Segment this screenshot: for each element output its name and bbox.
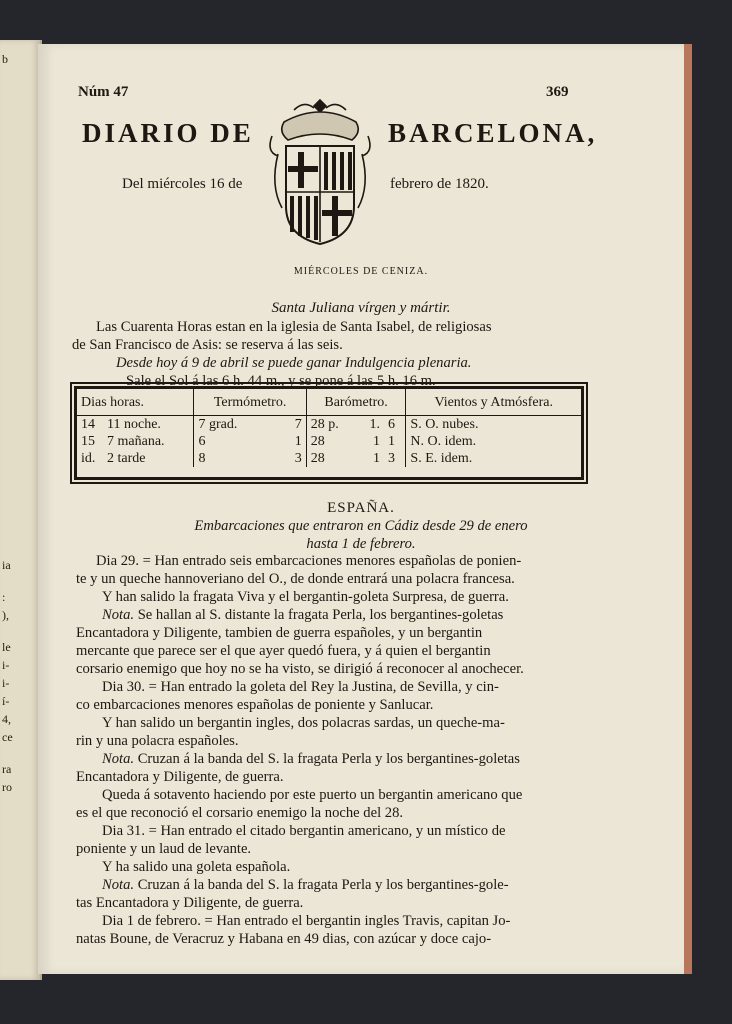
weather-table-header	[77, 389, 581, 416]
news-line: mercante que parece ser el que ayer quedó fuera, y á quien el bergantin	[76, 643, 491, 659]
header-days-hours: Dias horas.	[77, 389, 194, 416]
cell-thermo: 7 grad.	[194, 416, 279, 434]
cell-baro-frac: 1	[387, 434, 395, 449]
cell-hour: 7 mañana.	[107, 434, 165, 449]
news-line: corsario enemigo que hoy no se ha visto, se dirigió á reconocer al anochecer.	[76, 661, 524, 677]
cell-baro-lines: 1	[372, 451, 380, 466]
news-line: poniente y un laud de levante.	[76, 841, 252, 857]
facing-page-fragment: ro	[2, 780, 12, 794]
cell-thermo-frac: 1	[294, 434, 302, 449]
cell-wind: N. O. idem.	[406, 433, 581, 450]
cell-baro: 28 p.	[306, 416, 358, 434]
date-left: Del miércoles 16 de	[122, 176, 243, 192]
facing-page-fragment: í-	[2, 694, 10, 708]
facing-page-fragment: b	[2, 52, 8, 66]
table-row	[77, 416, 581, 434]
news-line: tas Encantadora y Diligente, de guerra.	[76, 895, 304, 911]
news-line: Y han salido un bergantin ingles, dos polacras sardas, un queche-ma-	[102, 715, 505, 731]
facing-page-fragment: le	[2, 640, 11, 654]
newspaper-page	[38, 44, 684, 974]
table-row	[77, 433, 581, 450]
table-row	[77, 450, 581, 467]
cell-wind: S. E. idem.	[406, 450, 581, 467]
cell-hour: 2 tarde	[107, 451, 146, 466]
news-line: rin y una polacra españoles.	[76, 733, 239, 749]
cell-baro-frac: 3	[387, 451, 395, 466]
date-right: febrero de 1820.	[390, 176, 489, 192]
news-heading: Embarcaciones que entraron en Cádiz desde 29 de enero	[194, 518, 528, 534]
weather-table	[74, 386, 584, 480]
news-line: te y un queche hannoveriano del O., de donde entrará una polacra francesa.	[76, 571, 515, 587]
cell-day: 14	[81, 417, 95, 432]
cell-day: id.	[81, 451, 96, 466]
cuarenta-horas-line: Las Cuarenta Horas estan en la iglesia de Santa Isabel, de religiosas	[96, 319, 492, 335]
news-line: Y ha salido una goleta española.	[102, 859, 291, 875]
cuarenta-horas-line-2: de San Francisco de Asis: se reserva á las seis.	[72, 337, 343, 353]
cell-thermo-frac: 7	[294, 417, 302, 432]
nota-label: Nota.	[102, 751, 135, 767]
facing-page-edge	[0, 40, 42, 980]
indulgence-line: Desde hoy á 9 de abril se puede ganar Indulgencia plenaria.	[116, 355, 472, 371]
masthead-title-right: BARCELONA,	[388, 118, 598, 148]
news-line: Dia 30. = Han entrado la goleta del Rey la Justina, de Sevilla, y cin-	[102, 679, 499, 695]
news-line: Dia 29. = Han entrado seis embarcaciones menores españolas de ponien-	[96, 553, 522, 569]
issue-number: Núm 47	[78, 84, 129, 100]
facing-page-fragment: i-	[2, 658, 10, 672]
page-number: 369	[546, 84, 569, 100]
news-line-nota	[102, 876, 509, 894]
news-heading-2: hasta 1 de febrero.	[306, 536, 416, 552]
facing-page-fragment: ia	[2, 558, 11, 572]
header-barometer: Barómetro.	[306, 389, 406, 416]
cell-baro-lines: 1.	[369, 417, 380, 432]
news-line: Cruzan á la banda del S. la fragata Perla y los bergantines-goletas	[137, 751, 520, 767]
news-line: Encantadora y Diligente, tambien de guerra españoles, y un bergantin	[76, 625, 483, 641]
liturgical-day: MIÉRCOLES DE CENIZA.	[293, 266, 429, 277]
masthead-title-left: DIARIO DE	[82, 118, 254, 148]
news-line: es el que reconoció el corsario enemigo la noche del 28.	[76, 805, 404, 821]
sunrise-sunset-line: Sale el Sol á las 6 h. 44 m., y se pone á las 5 h. 16 m.	[126, 373, 436, 389]
news-line: Cruzan á la banda del S. la fragata Perla y los bergantines-gole-	[137, 877, 509, 893]
saint-of-day: Santa Juliana vírgen y mártir.	[271, 300, 451, 316]
cell-baro: 28	[306, 450, 358, 467]
facing-page-fragment: ra	[2, 762, 12, 776]
facing-page-fragment: ),	[2, 608, 9, 622]
cell-baro: 28	[306, 433, 358, 450]
section-heading-espana: ESPAÑA.	[327, 500, 395, 516]
news-line-nota	[102, 606, 503, 624]
nota-label: Nota.	[102, 877, 135, 893]
cell-baro-lines: 1	[372, 434, 380, 449]
facing-page-fragment: i-	[2, 676, 10, 690]
header-thermometer: Termómetro.	[194, 389, 306, 416]
header-winds: Vientos y Atmósfera.	[406, 389, 581, 416]
facing-page-fragment: :	[2, 590, 6, 604]
facing-page-fragment: 4,	[2, 712, 11, 726]
news-line: Y han salido la fragata Viva y el bergantin-goleta Surpresa, de guerra.	[102, 589, 509, 605]
nota-label: Nota.	[102, 607, 135, 623]
cell-thermo: 8	[194, 450, 279, 467]
cell-thermo-frac: 3	[294, 451, 302, 466]
coat-of-arms-crest-icon	[264, 96, 376, 250]
cell-baro-frac: 6	[387, 417, 395, 432]
news-line: Queda á sotavento haciendo por este puerto un bergantin americano que	[102, 787, 523, 803]
news-line: Se hallan al S. distante la fragata Perla, los bergantines-goletas	[137, 607, 504, 623]
cell-thermo: 6	[194, 433, 279, 450]
facing-page-fragment: ce	[2, 730, 13, 744]
cell-day: 15	[81, 434, 95, 449]
news-line: Dia 31. = Han entrado el citado bergantin americano, y un místico de	[102, 823, 506, 839]
news-line: natas Boune, de Veracruz y Habana en 49 dias, con azúcar y doce cajo-	[76, 931, 492, 947]
cell-hour: 11 noche.	[107, 417, 161, 432]
cell-wind: S. O. nubes.	[406, 416, 581, 434]
news-line: Dia 1 de febrero. = Han entrado el bergantin ingles Travis, capitan Jo-	[102, 913, 511, 929]
news-line: co embarcaciones menores españolas de poniente y Sanlucar.	[76, 697, 434, 713]
news-line: Encantadora y Diligente, de guerra.	[76, 769, 284, 785]
news-line-nota	[102, 750, 520, 768]
